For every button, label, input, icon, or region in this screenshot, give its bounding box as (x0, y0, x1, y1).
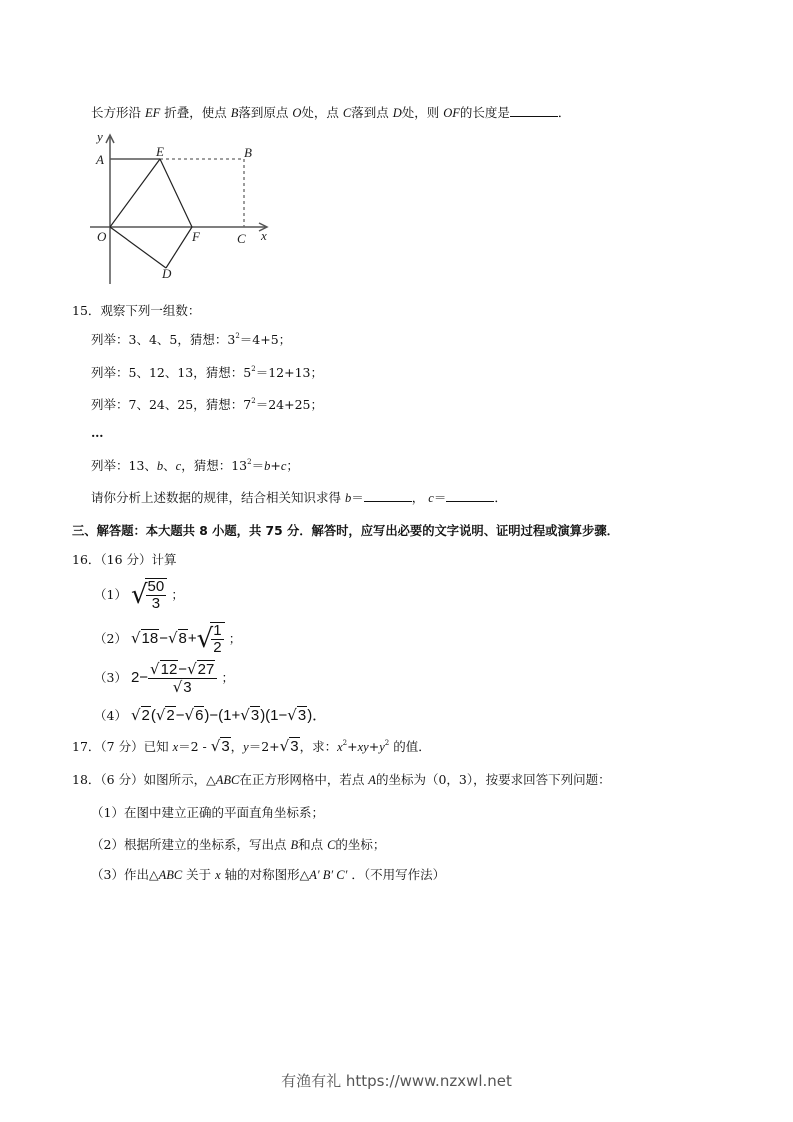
q15-title: 15．观察下列一组数： (72, 303, 201, 318)
numerator: 50 (147, 578, 165, 596)
radicand: 6 (195, 707, 204, 724)
radicand: 3 (221, 738, 230, 755)
text: 处，点 (301, 105, 343, 120)
segment-df (166, 227, 192, 268)
radicand: 2 (141, 707, 150, 724)
operator: − (178, 660, 188, 678)
q15-row-2 (91, 364, 323, 382)
exponent: 2 (251, 365, 256, 373)
radical-sign: √ (196, 624, 214, 655)
text: )−(1+ (204, 707, 241, 724)
operator: − (175, 707, 185, 724)
text: （2）根据所建立的坐标系，写出点 (91, 837, 291, 852)
q16-item-3 (94, 660, 234, 696)
text: )． (307, 707, 328, 724)
text: ＝4+5； (239, 332, 292, 347)
q15-row-last (91, 457, 299, 475)
q18-text (72, 771, 611, 789)
exponent: 2 (251, 397, 256, 405)
item-label: （4） (94, 708, 127, 723)
radicand: 27 (197, 660, 215, 678)
text: 18．（6 分）如图所示，△ (72, 772, 216, 787)
denominator: √3 (172, 677, 192, 696)
label-o: O (97, 229, 107, 244)
text: ＝ (251, 458, 265, 473)
text: 的坐标； (335, 837, 386, 852)
item-label: （2） (94, 631, 127, 646)
var-c: c (428, 491, 434, 505)
text: ； (221, 670, 234, 685)
text: )(1− (260, 707, 288, 724)
var-b: B (290, 838, 299, 852)
text: 在正方形网格中，若点 (239, 772, 369, 787)
segment-oe (110, 159, 160, 227)
text: ＝12+13； (255, 365, 323, 380)
numerator: √12−√27 (148, 661, 217, 679)
text: 关于 (182, 867, 216, 882)
var-c: C (342, 106, 352, 120)
q15-row-3 (91, 396, 323, 414)
fraction (210, 622, 224, 656)
var-y: y (379, 740, 385, 754)
var-c: c (175, 459, 182, 473)
text: ，求： (299, 739, 338, 754)
label-a: A (96, 152, 104, 167)
answer-blank-c[interactable] (446, 489, 494, 502)
fraction (145, 578, 168, 612)
text: ； (171, 587, 184, 602)
var-abc: ABC (215, 773, 240, 787)
label-c: C (237, 231, 246, 246)
q16-item-1 (94, 577, 184, 613)
text: ． (557, 105, 571, 120)
radical-sign: √ (167, 629, 178, 647)
operator: − (159, 630, 168, 647)
text: 、 (163, 458, 176, 473)
footer-watermark: 有渔有礼 https://www.nzxwl.net (281, 1072, 512, 1090)
text: 列举：7、24、25，猜想：7 (91, 397, 252, 412)
numerator: 1 (213, 622, 222, 640)
var-c: C (327, 838, 336, 852)
text: 折叠，使点 (160, 105, 231, 120)
radicand: 3 (297, 707, 307, 724)
text: ； (286, 458, 299, 473)
radicand: 3 (250, 707, 260, 724)
q16-title: 16．（16 分）计算 (72, 552, 177, 567)
q18-sub-2 (91, 836, 385, 854)
text: ＝2+ (248, 739, 280, 754)
exponent: 2 (342, 739, 348, 747)
text: ＝2 - (178, 739, 211, 754)
segment-od (110, 227, 166, 268)
text: 请你分析上述数据的规律，结合相关知识求得 (91, 490, 345, 505)
q17-text: 17．（7 分）已知 x＝2 - √3，y＝2+√3，求：$x^2+xy+y^2$ 的值． (72, 737, 431, 755)
var-x: x (215, 868, 221, 882)
radicand: 12 (160, 660, 178, 678)
label-y: y (97, 129, 103, 144)
text: + (270, 458, 281, 473)
text: ； (228, 631, 242, 646)
exponent: 2 (247, 458, 252, 466)
label-b: B (244, 145, 252, 160)
exponent: 2 (384, 739, 390, 747)
text: 列举：5、12、13，猜想：5 (91, 365, 252, 380)
q18-sub-1: （1）在图中建立正确的平面直角坐标系； (91, 805, 324, 820)
text: ＝24+25； (255, 397, 323, 412)
var-y: y (243, 740, 249, 754)
math-expression: √2(√2−√6)−(1+√3)(1−√3)． (130, 706, 328, 724)
denominator: 3 (151, 595, 161, 613)
var-xy: xy (357, 740, 369, 754)
label-x: x (261, 228, 267, 243)
var-a: A (368, 773, 376, 787)
text: 和点 (298, 837, 328, 852)
var-b: B (230, 106, 239, 120)
denominator: 2 (213, 639, 222, 657)
q16-item-2 (94, 620, 241, 657)
label-e: E (156, 144, 164, 159)
text: + (347, 739, 358, 754)
folding-diagram (0, 0, 793, 300)
var-x: x (337, 740, 343, 754)
math-expression (130, 659, 222, 696)
text: 的坐标为（0，3），按要求回答下列问题： (375, 772, 611, 787)
radicand: 8 (178, 630, 187, 647)
sqrt-expression (130, 578, 171, 613)
text: 处，则 (401, 105, 444, 120)
text: ＝ (351, 490, 364, 505)
exponent: 2 (235, 332, 240, 340)
fraction (148, 661, 217, 696)
text: ， (411, 490, 425, 505)
var-abc: ABC (158, 868, 183, 882)
text: 落到点 (351, 105, 393, 120)
section-3-heading: 三、解答题：本大题共 8 小题，共 75 分．解答时，应写出必要的文字说明、证明过程或演算步骤． (72, 524, 619, 538)
text: （3）作出△ (91, 867, 159, 882)
item-label: （1） (94, 587, 127, 602)
item-label: （3） (94, 670, 127, 685)
text: ． (494, 490, 507, 505)
label-f: F (192, 229, 200, 244)
var-x: x (172, 740, 179, 754)
operator: + (187, 630, 197, 647)
var-d: D (392, 106, 402, 120)
var-c: c (280, 459, 287, 473)
text: ，猜想：13 (181, 458, 248, 473)
text: ( (150, 707, 156, 724)
var-abc-prime: A′ B′ C′ (309, 868, 348, 882)
text: 17．（7 分）已知 (72, 739, 173, 754)
answer-blank-b[interactable] (364, 489, 412, 502)
q15-ask (91, 489, 507, 507)
q18-sub-3 (91, 866, 445, 884)
text: ， (230, 739, 244, 754)
var-o: O (292, 106, 302, 120)
text: ＝ (433, 490, 447, 505)
radicand: 3 (183, 678, 192, 696)
radicand: 3 (290, 738, 299, 755)
text: 的长度是 (459, 105, 510, 120)
q15-ellipsis: … (91, 425, 104, 440)
text: 2− (130, 669, 149, 686)
q16-item-4 (94, 704, 327, 727)
var-b: b (344, 491, 352, 505)
radicand: 18 (141, 630, 159, 647)
radical-sign: √ (130, 580, 148, 611)
segment-ef (160, 159, 192, 227)
label-d: D (162, 266, 172, 281)
text: 列举：3、4、5，猜想：3 (91, 332, 236, 347)
text: 列举：13、 (91, 458, 157, 473)
radical-sign: √ (130, 629, 141, 647)
q15-row-1 (91, 331, 291, 349)
text: 落到原点 (238, 105, 293, 120)
var-ef: EF (144, 106, 161, 120)
math-expression (130, 622, 229, 657)
text: + (368, 739, 380, 754)
text: 长方形沿 (91, 105, 145, 120)
text: ．（不用写作法） (347, 867, 446, 882)
var-b: b (264, 459, 271, 473)
var-of: OF (443, 106, 460, 120)
text: 轴的对称图形△ (220, 867, 310, 882)
text: 的值． (389, 739, 431, 754)
radicand: 2 (166, 707, 175, 724)
var-b: b (156, 459, 164, 473)
